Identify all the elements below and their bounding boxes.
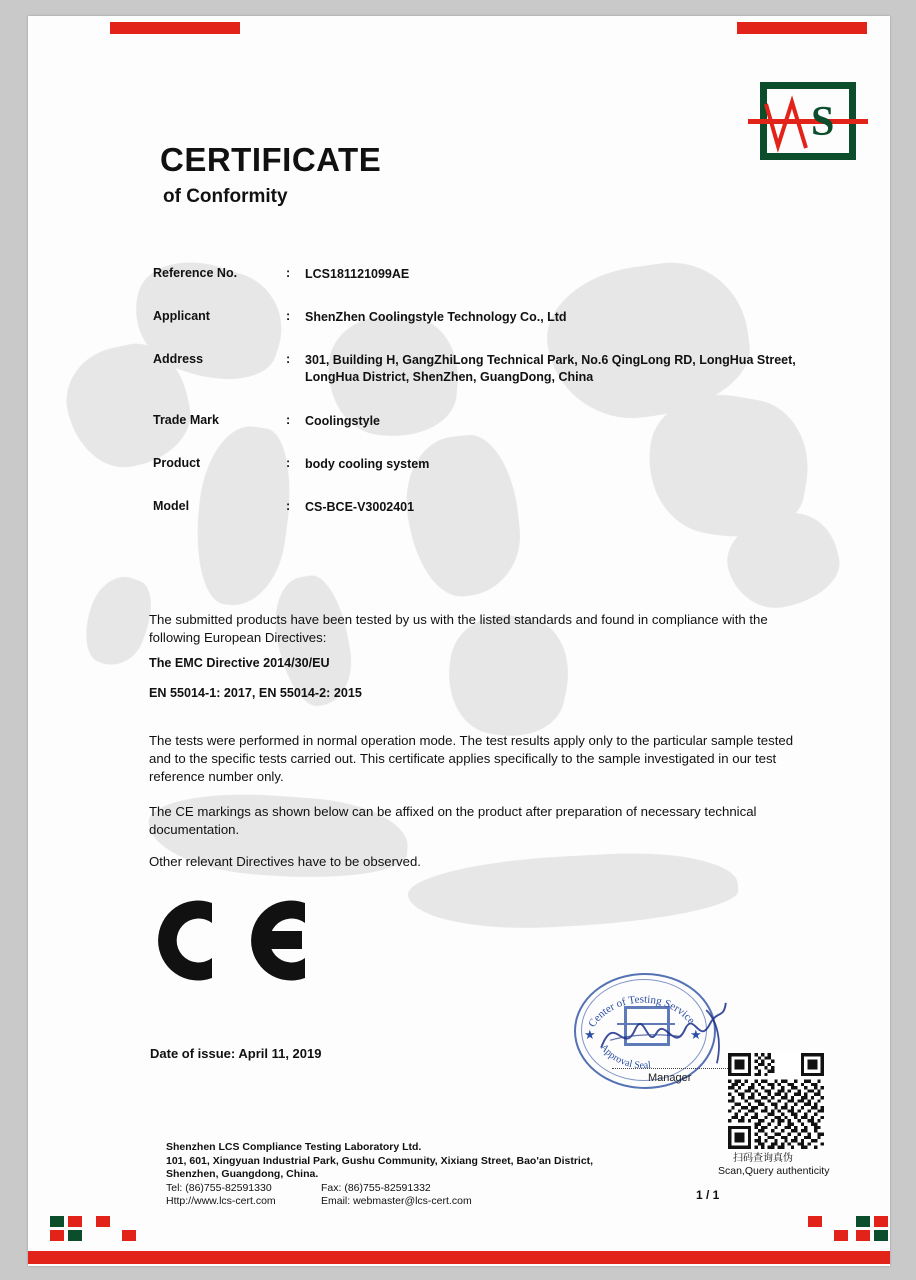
top-left-red-bar: [110, 22, 240, 34]
certificate-fields: [153, 266, 813, 542]
field-value: ShenZhen Coolingstyle Technology Co., Ltd: [305, 310, 567, 324]
field-value: body cooling system: [305, 457, 430, 471]
directive-line: The EMC Directive 2014/30/EU: [149, 656, 330, 670]
field-label: Product: [153, 456, 201, 470]
footer-website[interactable]: Http://www.lcs-cert.com: [166, 1195, 276, 1207]
registration-mark-bottom-left: [50, 1216, 160, 1242]
footer-fax: Fax: (86)755-82591332: [321, 1181, 431, 1194]
bottom-red-bar: [28, 1251, 890, 1264]
standards-line: EN 55014-1: 2017, EN 55014-2: 2015: [149, 686, 362, 700]
paragraph-2: The CE markings as shown below can be affixed on the product after preparation of necessary technical documentation.: [149, 804, 757, 837]
logo-letter-s: S: [811, 99, 835, 145]
footer-address: 101, 601, Xingyuan Industrial Park, Gushu Community, Xixiang Street, Bao'an District, Shenzhen, Guangdong, China.: [166, 1154, 594, 1180]
logo-mark-icon: [748, 76, 868, 168]
footer-tel: Tel: (86)755-82591330: [166, 1181, 272, 1194]
field-colon: :: [286, 456, 291, 470]
field-value: Coolingstyle: [305, 414, 381, 428]
field-reference-no: [153, 266, 813, 282]
qr-caption-english: Scan,Query authenticity: [718, 1165, 830, 1177]
svg-text:★: ★: [584, 1027, 596, 1042]
page-subtitle: of Conformity: [163, 186, 288, 207]
field-colon: :: [286, 266, 291, 280]
field-label: Applicant: [153, 309, 210, 323]
ce-mark-icon: [150, 898, 310, 988]
field-product: [153, 456, 813, 472]
field-label: Reference No.: [153, 266, 238, 280]
field-colon: :: [286, 413, 291, 427]
intro-paragraph: The submitted products have been tested by us with the listed standards and found in compliance with the following European Directives:: [149, 612, 768, 645]
top-right-red-bar: [737, 22, 867, 34]
field-colon: :: [286, 499, 291, 513]
footer: [166, 1141, 646, 1209]
qr-code[interactable]: [728, 1053, 824, 1149]
field-value: 301, Building H, GangZhiLong Technical Park, No.6 QingLong RD, LongHua Street, LongHua District, ShenZhen, GuangDong, China: [305, 353, 796, 384]
date-of-issue: Date of issue: April 11, 2019: [150, 1046, 322, 1061]
field-address: [153, 352, 813, 386]
field-applicant: [153, 309, 813, 325]
signature: [588, 994, 748, 1074]
field-trade-mark: [153, 413, 813, 429]
svg-text:Approval Seal: Approval Seal: [597, 1042, 652, 1072]
footer-email[interactable]: Email: webmaster@lcs-cert.com: [321, 1195, 472, 1207]
svg-text:★: ★: [690, 1027, 702, 1042]
paragraph-3: Other relevant Directives have to be observed.: [149, 854, 421, 869]
manager-label: Manager: [648, 1072, 692, 1084]
certificate-sheet: [28, 16, 890, 1266]
field-value: CS-BCE-V3002401: [305, 500, 415, 514]
page-number: 1 / 1: [696, 1188, 720, 1202]
field-label: Address: [153, 352, 204, 366]
registration-mark-bottom-right: [768, 1216, 878, 1242]
field-colon: :: [286, 352, 291, 366]
field-colon: :: [286, 309, 291, 323]
paragraph-1: The tests were performed in normal operation mode. The test results apply only to the particular sample tested and to the specific tests carried out. This certificate applies specifically to the sample investigated in our test reference number only.: [149, 733, 794, 784]
field-value: LCS181121099AE: [305, 267, 410, 281]
field-label: Model: [153, 499, 190, 513]
lcs-logo: [748, 76, 868, 168]
signature-dotted-line: [612, 1068, 732, 1069]
qr-caption-chinese: 扫码查询真伪: [733, 1153, 793, 1164]
field-label: Trade Mark: [153, 413, 220, 427]
field-model: [153, 499, 813, 515]
page-title: CERTIFICATE: [160, 141, 382, 178]
svg-text:Center of Testing Service: Center of Testing Service: [586, 993, 698, 1030]
footer-company: Shenzhen LCS Compliance Testing Laboratory Ltd.: [166, 1141, 422, 1153]
